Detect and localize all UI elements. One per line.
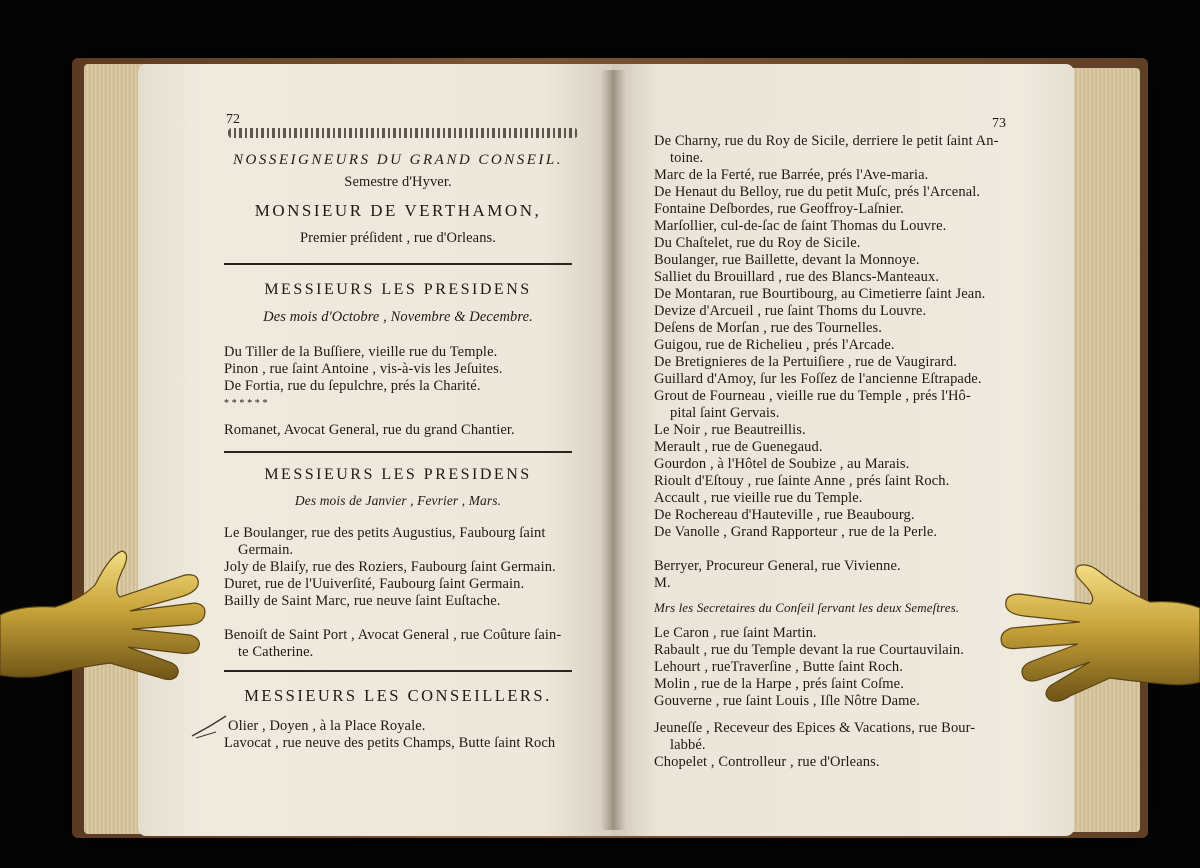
procureur-line: M. [654,575,671,591]
right-page-number: 73 [992,116,1006,131]
avocat-general-line: Romanet, Avocat General, rue du grand Chantier. [224,422,515,438]
divider-rule [224,263,572,265]
section-title: MESSIEURS LES CONSEILLERS. [244,686,552,705]
first-president-name: MONSIEUR DE VERTHAMON, [254,201,542,220]
list-item: Molin , rue de la Harpe , prés ſaint Coſme. [654,676,904,692]
list-item: De Montaran, rue Bourtibourg, au Cimetierre ſaint Jean. [654,286,986,302]
page-edges-right [1070,68,1140,832]
list-item: Le Noir , rue Beautreillis. [654,422,806,438]
receveur-line: Jeuneſſe , Receveur des Epices & Vacations, rue Bour- [654,720,976,736]
list-item: Pinon , rue ſaint Antoine , vis-à-vis les Jeſuites. [224,361,503,377]
list-item: Rioult d'Eſtouy , rue ſainte Anne , prés ſaint Roch. [654,473,950,489]
list-item: Devize d'Arcueil , rue ſaint Thoms du Louvre. [654,303,927,319]
list-item: Le Boulanger, rue des petits Augustius, Faubourg ſaint [224,525,546,541]
left-page [138,64,614,836]
list-item: Gouverne , rue ſaint Louis , Iſle Nôtre Dame. [654,693,920,709]
avocat-general-line: te Catherine. [238,644,314,660]
list-item: Merault , rue de Guenegaud. [654,439,823,455]
semester-label: Semestre d'Hyver. [344,174,452,190]
right-page [612,64,1074,836]
left-page-number: 72 [226,112,240,127]
book-gutter [600,70,626,830]
brass-hand-left-icon [0,545,215,705]
list-item: toine. [670,150,704,166]
list-item: Marc de la Ferté, rue Barrée, prés l'Ave-maria. [654,167,929,183]
page-edges-left [84,64,146,834]
list-item: Deſens de Morſan , rue des Tournelles. [654,320,883,336]
list-item: Le Caron , rue ſaint Martin. [654,625,817,641]
list-item: De Henaut du Belloy, rue du petit Muſc, prés l'Arcenal. [654,184,981,200]
list-item: De Charny, rue du Roy de Sicile, derriere le petit ſaint An- [654,133,999,149]
brass-hand-right-icon [990,558,1200,708]
divider-rule [224,670,572,672]
section-title: MESSIEURS LES PRESIDENS [264,281,532,298]
pencil-tick-icon [190,712,230,740]
list-item: Boulanger, rue Baillette, devant la Monnoye. [654,252,920,268]
list-item: Olier , Doyen , à la Place Royale. [228,718,426,734]
list-item: Du Tiller de la Buſſiere, vieille rue du Temple. [224,344,498,360]
ornament-band [228,128,578,138]
list-item: Salliet du Brouillard , rue des Blancs-Manteaux. [654,269,940,285]
list-item: * * * * * * [224,398,268,409]
list-item: Lehourt , rueTraverſine , Butte ſaint Roch. [654,659,904,675]
list-item: Fontaine Deſbordes, rue Geoffroy-Laſnier. [654,201,904,217]
list-item: Joly de Blaiſy, rue des Roziers, Faubourg ſaint Germain. [224,559,556,575]
controlleur-line: Chopelet , Controlleur , rue d'Orleans. [654,754,880,770]
list-item: Bailly de Saint Marc, rue neuve ſaint Euſtache. [224,593,501,609]
first-president-detail: Premier préſident , rue d'Orleans. [299,230,497,246]
list-item: Accault , rue vieille rue du Temple. [654,490,863,506]
list-item: De Bretignieres de la Pertuiſiere , rue de Vaugirard. [654,354,957,370]
section-title: MESSIEURS LES PRESIDENS [264,466,532,483]
list-item: De Vanolle , Grand Rapporteur , rue de la Perle. [654,524,938,540]
section-subtitle: Des mois de Janvier , Fevrier , Mars. [294,493,502,508]
list-item: Duret, rue de l'Uuiverſité, Faubourg ſaint Germain. [224,576,525,592]
list-item: Gourdon , à l'Hôtel de Soubize , au Marais. [654,456,910,472]
list-item: pital ſaint Gervais. [670,405,780,421]
section-subtitle: Des mois d'Octobre , Novembre & Decembre. [263,309,533,325]
page-heading: NOSSEIGNEURS DU GRAND CONSEIL. [233,152,563,168]
list-item: De Rochereau d'Hauteville , rue Beaubourg. [654,507,915,523]
divider-rule [224,451,572,453]
list-item: Guillard d'Amoy, ſur les Foſſez de l'ancienne Eſtrapade. [654,371,982,387]
list-item: Guigou, rue de Richelieu , prés l'Arcade. [654,337,895,353]
list-item: Du Chaſtelet, rue du Roy de Sicile. [654,235,861,251]
list-item: Germain. [238,542,294,558]
list-item: De Fortia, rue du ſepulchre, prés la Charité. [224,378,481,394]
avocat-general-line: Benoiſt de Saint Port , Avocat General , rue Coûture ſain- [224,627,562,643]
procureur-line: Berryer, Procureur General, rue Vivienne. [654,558,901,574]
list-item: Marſollier, cul-de-ſac de ſaint Thomas du Louvre. [654,218,947,234]
secretaires-title: Mrs les Secretaires du Conſeil ſervant les deux Semeſtres. [654,600,960,615]
receveur-line: labbé. [670,737,706,753]
list-item: Grout de Fourneau , vieille rue du Temple , prés l'Hô- [654,388,971,404]
list-item: Rabault , rue du Temple devant la rue Courtauvilain. [654,642,964,658]
list-item: Lavocat , rue neuve des petits Champs, Butte ſaint Roch [224,735,556,751]
